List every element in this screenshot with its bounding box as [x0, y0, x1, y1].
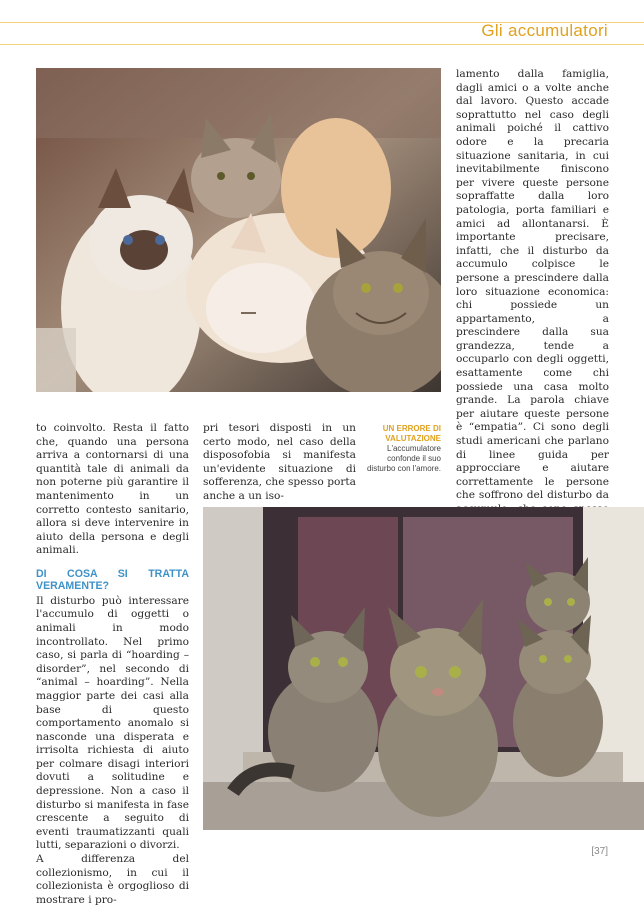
page-number: [37] [591, 846, 608, 857]
top-cats-photo [36, 68, 441, 392]
body-paragraph: Il disturbo può interessare l'accumulo di oggetti o animali in modo incontrollato. Nel primo caso, si parla di “hoarding – disorder”, nel secondo di “animal – hoarding”. Nella maggior parte dei casi alla base di questo comportamento anomalo si nasconde una disperata e irrisolta richiesta di aiuto per colmare disagi interiori dovuti a solitudine e depressione. Non a caso il disturbo si manifesta in fase crescente a seguito di eventi traumatizzanti quali lutti, separazioni o divorzi. [36, 594, 189, 852]
section-title: Gli accumulatori [481, 21, 608, 40]
caption-title: UN ERRORE DI VALUTAZIONE [382, 424, 441, 443]
body-text: lamento dalla famiglia, dagli amici o a volte anche dal lavoro. Questo accade soprattutto nel caso degli animali poiché il cattivo odore e la precaria situazione sanitaria, in cui inevitabilmente finiscono per vivere queste persone sopraffatte dalla loro patologia, porta familiari e amici ad allontanarsi. È importante precisare, infatti, che il disturbo da accumulo colpisce le persone a prescindere dalla loro situazione economica: chi possiede un appartamento, a prescindere dalla sua grandezza, tende a occuparlo con degli oggetti, esattamente come chi possiede una casa molto grande. La parola chiave per aiutare queste persone è “empatia”. Ci sono degli studi americani che parlano di linee guida per approcciare e aiutare correttamente le persone che soffrono del disturbo da [456, 68, 609, 502]
column-2 [203, 422, 356, 504]
body-paragraph: to coinvolto. Resta il fatto che, quando una persona arriva a contornarsi di una quantità tale di animali da non poterne più garantire il mantenimento in un corretto contesto sanitario, allora si deve intervenire in aiuto della persona e degli animali. [36, 422, 189, 557]
body-paragraph: A differenza del collezionismo, in cui il collezionista è orgoglioso di mostrare i pro- [36, 853, 189, 906]
caption-body: L'accumulatore confonde il suo disturbo con l'amore. [366, 444, 441, 473]
photo-caption [364, 424, 441, 474]
cats-window-illustration [203, 507, 644, 830]
subhead: DI COSA SI TRATTA VERAMENTE? [36, 567, 189, 593]
bottom-cats-window-photo [203, 507, 644, 830]
column-1 [36, 422, 189, 907]
header-rule-bottom [0, 44, 644, 45]
cats-photo-illustration [36, 68, 441, 392]
body-paragraph: pri tesori disposti in un certo modo, nel caso della disposofobia si manifesta un'evidente situazione di sofferenza, che spesso porta anche a un iso- [203, 422, 356, 502]
